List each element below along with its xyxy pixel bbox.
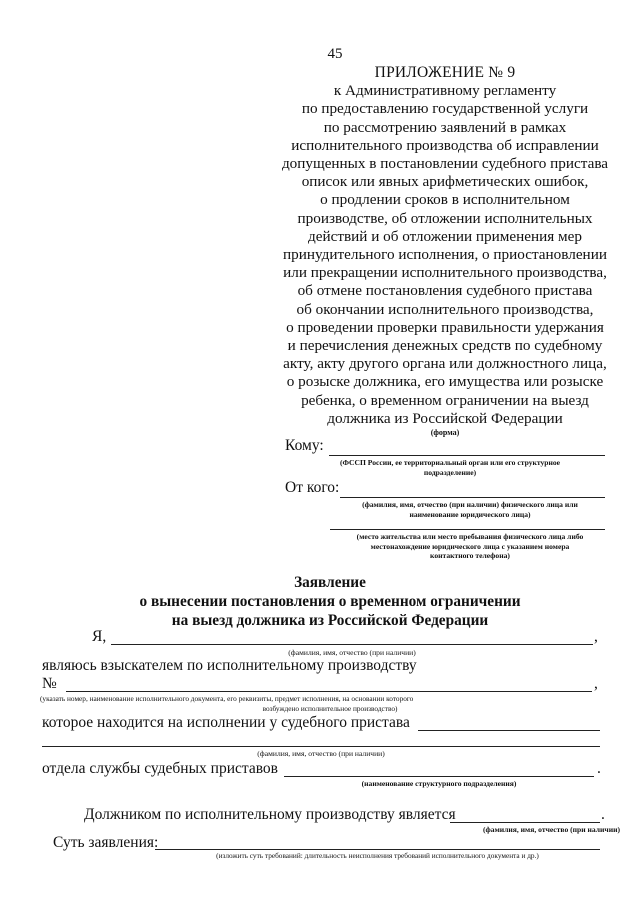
applicant-name-hint: (фамилия, имя, отчество (при наличии) — [288, 648, 416, 657]
appendix-title: ПРИЛОЖЕНИЕ № 9 — [374, 64, 516, 81]
bailiff-hint: (фамилия, имя, отчество (при наличии) — [257, 749, 385, 758]
department-hint: (наименование структурного подразделения) — [361, 779, 517, 788]
appendix-header — [270, 64, 620, 438]
appendix-line: принудительного исполнения, о приостановлении — [283, 246, 607, 264]
appendix-line: производстве, об отложении исполнительных — [297, 209, 593, 227]
essence-label: Суть заявления: — [53, 834, 159, 851]
appendix-line: ребенка, о временном ограничении на выезд — [301, 391, 589, 409]
statement-title: Заявление — [294, 574, 366, 591]
appendix-line: или прекращении исполнительного производства, — [283, 264, 607, 282]
bailiff-field-part2[interactable] — [42, 746, 600, 747]
from-label: От кого: — [285, 479, 340, 496]
bailiff-field-part1[interactable] — [418, 730, 600, 731]
to-hint: (ФССП России, ее территориальный орган или его структурное подразделение) — [339, 458, 561, 477]
statement-subtitle-1: о вынесении постановления о временном ограничении — [139, 593, 521, 610]
from-field[interactable] — [340, 497, 605, 498]
to-field[interactable] — [329, 455, 605, 456]
comma: , — [594, 675, 598, 692]
appendix-line: о проведении проверки правильности удержания — [286, 318, 604, 336]
claimant-text: являюсь взыскателем по исполнительному производству — [42, 657, 417, 674]
essence-hint: (изложить суть требований: длительность неисполнения требований исполнительного документа и др.) — [216, 851, 539, 860]
appendix-line: о розыске должника, его имущества или розыске — [286, 373, 604, 391]
appendix-line: акту, акту другого органа или должностного лица, — [283, 355, 607, 373]
appendix-line: к Административному регламенту — [333, 82, 557, 100]
proceeding-number-hint: (указать номер, наименование исполнительного документа, его реквизиты, предмет исполнения, на основании которого возбуждено исполнительное производство) — [40, 694, 414, 713]
statement-subtitle-2: на выезд должника из Российской Федерации — [171, 612, 489, 629]
appendix-line: об окончании исполнительного производства, — [296, 300, 594, 318]
from-hint: (фамилия, имя, отчество (при наличии) физического лица или наименование юридического лица) — [362, 500, 578, 519]
number-label: № — [42, 675, 57, 692]
debtor-field[interactable] — [450, 822, 600, 823]
to-label: Кому: — [285, 437, 324, 454]
appendix-line: исполнительного производства об исправлении — [291, 136, 599, 154]
proceeding-number-field[interactable] — [66, 691, 592, 692]
period: . — [597, 760, 601, 777]
form-note: (форма) — [430, 428, 460, 438]
department-field[interactable] — [284, 776, 594, 777]
appendix-line: описок или явных арифметических ошибок, — [301, 173, 589, 191]
debtor-text: Должником по исполнительному производству является — [84, 806, 456, 823]
appendix-line: действий и об отложении применения мер — [308, 227, 582, 245]
address-hint: (место жительства или место пребывания физического лица либо местонахождение юридического лица с указанием номера контактного телефона) — [356, 532, 584, 560]
appendix-line: по рассмотрению заявлений в рамках — [323, 118, 567, 136]
appendix-line: должника из Российской Федерации — [327, 409, 563, 427]
appendix-line: допущенных в постановлении судебного пристава — [281, 155, 609, 173]
appendix-line: об отмене постановления судебного пристава — [297, 282, 593, 300]
bailiff-text: которое находится на исполнении у судебного пристава — [42, 714, 410, 731]
page-number: 45 — [327, 46, 343, 62]
appendix-line: и перечисления денежных средств по судебному — [287, 337, 603, 355]
debtor-hint: (фамилия, имя, отчество (при наличии) — [483, 825, 620, 834]
period: . — [601, 806, 605, 823]
applicant-name-field[interactable] — [111, 644, 593, 645]
appendix-line: о продлении сроков в исполнительном — [320, 191, 570, 209]
department-text: отдела службы судебных приставов — [42, 760, 278, 777]
essence-field[interactable] — [155, 849, 600, 850]
comma: , — [594, 628, 598, 645]
i-label: Я, — [92, 628, 107, 645]
address-field[interactable] — [330, 529, 605, 530]
appendix-line: по предоставлению государственной услуги — [301, 100, 589, 118]
statement-heading — [40, 573, 620, 630]
